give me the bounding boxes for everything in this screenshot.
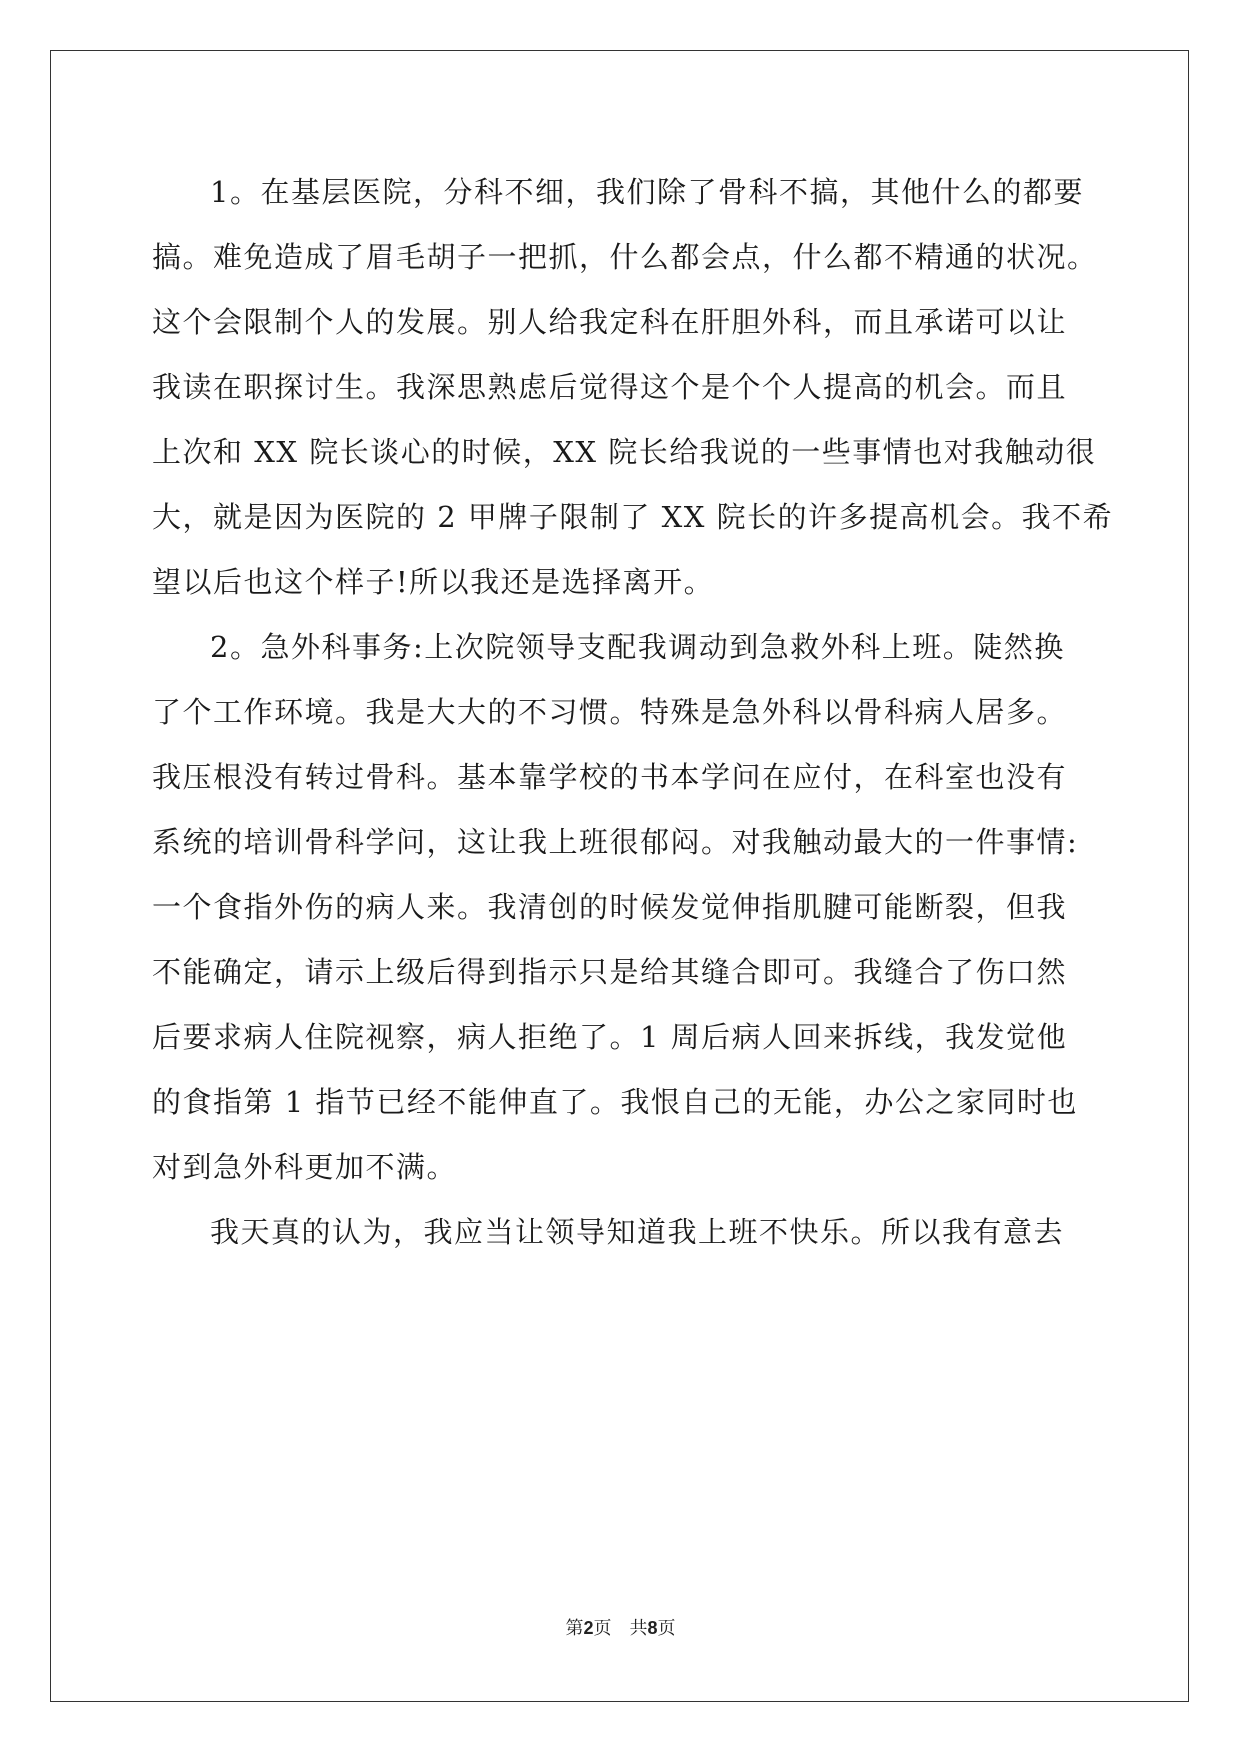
text-line: 搞。难免造成了眉毛胡子一把抓，什么都会点，什么都不精通的状况。 (152, 240, 1098, 274)
text-line: 我天真的认为，我应当让领导知道我上班不快乐。所以我有意去 (210, 1215, 1065, 1249)
page-total: 8 (647, 1618, 658, 1638)
text-line: 望以后也这个样子!所以我还是选择离开。 (152, 565, 715, 599)
page-footer (0, 1614, 1241, 1640)
text-line: 后要求病人住院视察，病人拒绝了。1 周后病人回来拆线，我发觉他 (152, 1020, 1068, 1054)
text-line: 一个食指外伤的病人来。我清创的时候发觉伸指肌腱可能断裂，但我 (152, 890, 1068, 924)
page-mid: 页 共 (593, 1618, 648, 1639)
page-current: 2 (583, 1618, 594, 1638)
text-line: 2。急外科事务:上次院领导支配我调动到急救外科上班。陡然换 (210, 630, 1065, 664)
text-line: 对到急外科更加不满。 (152, 1150, 458, 1184)
text-line: 的食指第 1 指节已经不能伸直了。我恨自己的无能，办公之家同时也 (152, 1085, 1078, 1119)
text-line: 上次和 XX 院长谈心的时候，XX 院长给我说的一些事情也对我触动很 (152, 435, 1097, 469)
text-line: 我压根没有转过骨科。基本靠学校的书本学问在应付，在科室也没有 (152, 760, 1068, 794)
text-line: 1。在基层医院，分科不细，我们除了骨科不搞，其他什么的都要 (210, 175, 1084, 209)
page-suffix: 页 (657, 1618, 676, 1639)
text-line: 不能确定，请示上级后得到指示只是给其缝合即可。我缝合了伤口然 (152, 955, 1068, 989)
text-line: 系统的培训骨科学问，这让我上班很郁闷。对我触动最大的一件事情: (152, 825, 1079, 859)
document-body (152, 160, 1114, 1265)
text-line: 了个工作环境。我是大大的不习惯。特殊是急外科以骨科病人居多。 (152, 695, 1068, 729)
text-line: 这个会限制个人的发展。别人给我定科在肝胆外科，而且承诺可以让 (152, 305, 1068, 339)
page-prefix: 第 (565, 1618, 584, 1639)
text-line: 我读在职探讨生。我深思熟虑后觉得这个是个个人提高的机会。而且 (152, 370, 1068, 404)
text-line: 大，就是因为医院的 2 甲牌子限制了 XX 院长的许多提高机会。我不希 (152, 500, 1114, 534)
